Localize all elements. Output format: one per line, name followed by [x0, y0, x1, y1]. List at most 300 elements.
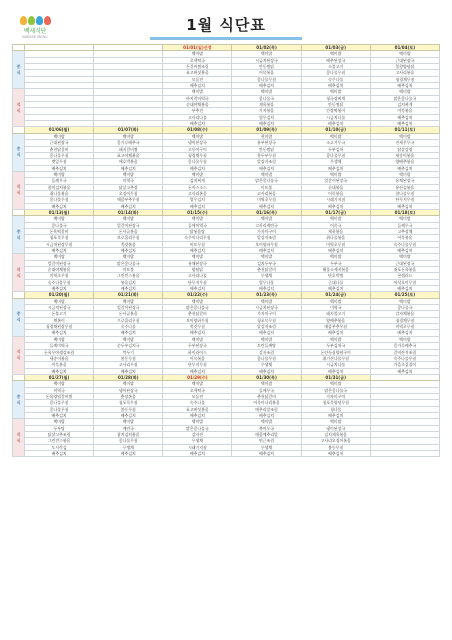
menu-item: 배추김치	[232, 248, 301, 254]
menu-item: 두부된장국	[163, 343, 232, 349]
menu-item: 배추김치	[232, 83, 301, 89]
menu-item: 배추김치	[301, 368, 370, 374]
dinner-label-char: 석	[16, 184, 21, 190]
dinner-label-char: 석	[16, 266, 21, 272]
menu-item: 배추김치	[370, 165, 439, 171]
menu-item	[370, 451, 439, 457]
menu-item: 오징어무침	[94, 190, 163, 196]
date-cell: 01/10(금)	[301, 127, 370, 133]
menu-item: 돈육떡갈비	[25, 228, 94, 234]
menu-item: 청나물	[301, 406, 370, 412]
menu-item: 백미밥	[163, 89, 232, 95]
menu-item: 안동찜닭	[301, 102, 370, 108]
menu-item: 근대된장국	[370, 57, 439, 63]
menu-item: 배추김치	[25, 165, 94, 171]
menu-item: 맑은콩나물국	[163, 305, 232, 311]
date-cell: 01/24(금)	[301, 292, 370, 298]
menu-item: 고사리나물	[163, 114, 232, 120]
lunch-label-char: 식	[16, 317, 21, 323]
menu-item: 갈비산적조림	[370, 349, 439, 355]
menu-item: 백미밥	[163, 216, 232, 222]
menu-item: 백미밥	[94, 298, 163, 304]
menu-item: 얼갈이된장국	[301, 178, 370, 184]
menu-item: 배추김치	[163, 121, 232, 127]
lunch-label-char: 식	[16, 399, 21, 405]
menu-item: 청포묵무침	[25, 235, 94, 241]
menu-item: 청포묵무침	[232, 317, 301, 323]
date-cell: 01/22(수)	[163, 292, 232, 298]
menu-item: 백미밥	[232, 216, 301, 222]
date-cell: 01/04(토)	[370, 45, 439, 51]
menu-item: 배추김치	[163, 165, 232, 171]
menu-item: 매콤부추무침	[301, 324, 370, 330]
menu-item: 콩가루배추국	[94, 140, 163, 146]
menu-item: 어묵볶음	[370, 235, 439, 241]
menu-item: 얼갈이된장국	[94, 305, 163, 311]
menu-item: 돈육양념갈비찜	[25, 393, 94, 399]
menu-item: 어묵볶음	[301, 190, 370, 196]
menu-item: 봄동무침	[94, 406, 163, 412]
menu-item: 숙주미나리무침	[163, 235, 232, 241]
date-cell: 01/03(금)	[301, 45, 370, 51]
menu-item: 소불고기	[301, 64, 370, 70]
menu-item: 가을초겉절이	[370, 362, 439, 368]
menu-item: 두부국	[301, 260, 370, 266]
menu-item: 춘천닭갈비	[232, 267, 301, 273]
menu-item: 백미밥	[370, 89, 439, 95]
date-cell: 01/02(목)	[232, 45, 301, 51]
dinner-label-char: 식	[16, 272, 21, 278]
menu-item: 돈사골볶음	[94, 228, 163, 234]
date-cell: 01/28(화)	[94, 374, 163, 380]
menu-item: 깻잎무침	[25, 159, 94, 165]
menu-item: 맑은콩나물국	[301, 387, 370, 393]
menu-item: 숙주나물무침	[370, 355, 439, 361]
menu-item: 배추김치	[370, 286, 439, 292]
page-title: 1월 식단표	[186, 16, 266, 34]
menu-item: 표고버섯볶음	[163, 406, 232, 412]
menu-item: 떡볶이	[25, 317, 94, 323]
menu-item: 배추김치	[301, 203, 370, 209]
menu-item: 맑은콩나물국	[163, 425, 232, 431]
menu-item: 얼갈이된장국	[94, 222, 163, 228]
menu-item: 돼지갈비찜	[94, 146, 163, 152]
menu-item: 콩나물무침	[163, 159, 232, 165]
menu-item: 배추김치	[25, 330, 94, 336]
menu-item: 매콤메추리알	[232, 431, 301, 437]
date-cell: 01/15(수)	[163, 209, 232, 215]
menu-item: 청경채무침	[370, 76, 439, 82]
menu-item: 백미밥	[301, 216, 370, 222]
menu-item: 백미밥	[163, 381, 232, 387]
menu-item: 백미밥	[301, 133, 370, 139]
dinner-label-char: 식	[16, 437, 21, 443]
menu-item: 배추김치	[94, 203, 163, 209]
menu-item: 콩나물무침	[232, 355, 301, 361]
menu-item: 돼지불고기	[301, 311, 370, 317]
date-cell: 01/31(금)	[301, 374, 370, 380]
menu-item: 백미밥	[163, 133, 232, 139]
menu-item: 김치제육볶음	[301, 431, 370, 437]
menu-item: 알감자조림	[232, 159, 301, 165]
date-cell: 01/30(목)	[232, 374, 301, 380]
menu-item: 시금치나물	[301, 114, 370, 120]
menu-item: 미트볼	[232, 184, 301, 190]
menu-item: 쥐포돈육볶음	[370, 267, 439, 273]
menu-item: 콘샐러드	[370, 273, 439, 279]
menu-item: 배추김치	[370, 121, 439, 127]
menu-item: 배추김치	[301, 451, 370, 457]
menu-item: 배추김치	[232, 368, 301, 374]
menu-item: 배추김치	[232, 203, 301, 209]
date-cell: 01/11(토)	[370, 127, 439, 133]
menu-table-container	[12, 44, 440, 457]
menu-item: 콩나물무침	[25, 197, 94, 203]
menu-item: 백미밥	[370, 298, 439, 304]
dinner-label	[13, 254, 25, 292]
menu-item: 콩나물국	[232, 95, 301, 101]
lunch-label-char: 중	[16, 146, 21, 152]
menu-item: 돈육무야생강조림	[25, 349, 94, 355]
menu-item: 배추김치	[370, 248, 439, 254]
menu-item: 배추김치	[163, 248, 232, 254]
menu-item: 맑은콩나물국	[370, 95, 439, 101]
menu-item: 브로콜리무침	[94, 235, 163, 241]
menu-item: 백미밥	[232, 298, 301, 304]
menu-item: 백미밥	[232, 254, 301, 260]
menu-item: 미역국	[94, 178, 163, 184]
menu-item: 백미밥	[301, 89, 370, 95]
menu-item: 고등어구이	[163, 146, 232, 152]
menu-item: 배추김치	[232, 165, 301, 171]
menu-item: 단무지무침	[370, 197, 439, 203]
dinner-label	[13, 89, 25, 127]
menu-item: 메추리알조림	[232, 406, 301, 412]
dinner-label-char: 석	[16, 349, 21, 355]
menu-item: 백미밥	[163, 254, 232, 260]
menu-item: 유채된장국	[370, 178, 439, 184]
menu-item: 참치김치볶음	[25, 184, 94, 190]
menu-item: 순대야채볶음	[163, 102, 232, 108]
menu-item: 미트볼	[94, 267, 163, 273]
menu-item: 유산슬볶음	[370, 184, 439, 190]
menu-item: 백미밥	[232, 89, 301, 95]
lunch-label-char: 중	[16, 63, 21, 69]
menu-item: 양념닭	[163, 267, 232, 273]
menu-item: 무생채	[232, 273, 301, 279]
menu-item: 열무김치	[163, 197, 232, 203]
menu-item: 콩나물국	[370, 305, 439, 311]
menu-item: 소고기무국	[301, 140, 370, 146]
menu-item: 순두부김치국	[94, 343, 163, 349]
menu-item: 춘천닭갈비	[232, 393, 301, 399]
menu-item: 백미밥	[301, 254, 370, 260]
menu-item: 두부탕	[25, 425, 94, 431]
menu-item: 가자미구이	[301, 393, 370, 399]
menu-item: 백미밥	[25, 336, 94, 342]
menu-item: 춘장볶음	[94, 393, 163, 399]
menu-item: 청국장찌개	[301, 95, 370, 101]
menu-item: 무생채	[301, 159, 370, 165]
menu-item: 봄동무침	[301, 444, 370, 450]
menu-item: 배추김치	[370, 114, 439, 120]
menu-item: 들깨무국	[25, 178, 94, 184]
date-cell: 01/01(일)신정	[163, 45, 232, 51]
menu-item: 고사리볶음	[232, 190, 301, 196]
menu-item: 백미밥	[94, 381, 163, 387]
menu-item: 냉이된장국	[94, 387, 163, 393]
menu-item: 배추김치	[370, 368, 439, 374]
date-cell: 01/08(수)	[163, 127, 232, 133]
menu-item: 들깨무국	[370, 222, 439, 228]
menu-item: 부추전	[163, 108, 232, 114]
logo-brand: 백세식단	[23, 28, 47, 35]
menu-item: 연근조림	[232, 438, 301, 444]
menu-item: 유부된장국	[232, 140, 301, 146]
dinner-label-char: 식	[16, 190, 21, 196]
menu-item: 배추김치	[94, 330, 163, 336]
menu-item: 백미밥	[25, 381, 94, 387]
menu-item: 어묵국	[301, 222, 370, 228]
menu-item: 새송이볶음	[370, 152, 439, 158]
menu-item: 안동찜닭	[232, 146, 301, 152]
menu-item: 배추된장국	[301, 57, 370, 63]
menu-item: 유채된장국	[163, 260, 232, 266]
lunch-label-char: 식	[16, 152, 21, 158]
menu-item: 배추김치	[370, 330, 439, 336]
menu-item: 백미밥	[94, 171, 163, 177]
menu-item: 계란국	[94, 425, 163, 431]
menu-item: 취나물볶음	[301, 235, 370, 241]
menu-item: 배추김치	[94, 412, 163, 418]
menu-item: 백미밥	[94, 216, 163, 222]
logo-sub: BAEKSE MENU	[22, 35, 48, 39]
menu-item: 백미밥	[232, 419, 301, 425]
menu-item: 배추김치	[232, 330, 301, 336]
menu-item: 고추장채	[370, 228, 439, 234]
menu-item: 해물소세지볶음	[301, 267, 370, 273]
menu-item: 백미밥	[370, 133, 439, 139]
lunch-label-char: 식	[16, 69, 21, 75]
menu-item: 들깨무국	[232, 387, 301, 393]
lunch-label	[13, 51, 25, 89]
menu-item: 백미밥	[94, 254, 163, 260]
menu-item: 가자미구이	[232, 311, 301, 317]
menu-item: 참나물무침	[370, 190, 439, 196]
lunch-label	[13, 133, 25, 171]
menu-item: 콩가루배추국	[370, 343, 439, 349]
menu-item: 단무지무침	[163, 362, 232, 368]
menu-item: 배추김치	[94, 451, 163, 457]
menu-item: 냉이된장국	[163, 140, 232, 146]
menu-item: 들깨미역국	[25, 343, 94, 349]
menu-item: 쑥갓볶음	[94, 241, 163, 247]
date-cell: 01/06(월)	[25, 127, 94, 133]
menu-item: 닭살고추조림	[25, 431, 94, 437]
menu-item: 콩나물무침	[301, 70, 370, 76]
menu-item: 청경채무침	[163, 152, 232, 158]
dinner-row	[13, 451, 440, 457]
dinner-label	[13, 419, 25, 457]
menu-item: 백미밥	[232, 381, 301, 387]
menu-item: 그린빈스볶음	[94, 273, 163, 279]
menu-item: 배추김치	[163, 203, 232, 209]
menu-item: 배추김치	[301, 165, 370, 171]
lunch-label-char: 중	[16, 393, 21, 399]
menu-item: 근대된장국	[25, 140, 94, 146]
menu-item: 양배추볶음	[301, 317, 370, 323]
menu-item: 어묵볶음	[25, 362, 94, 368]
menu-item: 백미밥	[25, 133, 94, 139]
date-cell: 01/17(금)	[301, 209, 370, 215]
menu-item: 백미밥	[370, 254, 439, 260]
menu-item: 백미밥	[163, 298, 232, 304]
menu-item: 김치찌개	[370, 102, 439, 108]
menu-item: 배추김치	[301, 286, 370, 292]
menu-item: 가지볶음	[232, 108, 301, 114]
menu-item: 미역초무침	[25, 273, 94, 279]
lunch-label	[13, 216, 25, 254]
menu-item: 무생채	[232, 362, 301, 368]
menu-item: 봄동무침	[94, 355, 163, 361]
menu-item: 콩나물무침	[25, 152, 94, 158]
menu-item: 양배추볶음	[370, 159, 439, 165]
menu-item: 백미밥	[163, 51, 232, 57]
menu-item: 건새우무국	[370, 140, 439, 146]
menu-item: 무생채	[94, 444, 163, 450]
menu-item: 백미밥	[232, 336, 301, 342]
menu-item: 순대야채볶음	[25, 267, 94, 273]
menu-item: 모둠전	[163, 76, 232, 82]
menu-item: 춘천닭갈비	[163, 311, 232, 317]
menu-item: 돈사골볶음	[94, 311, 163, 317]
menu-item: 프로콜리무침	[94, 317, 163, 323]
menu-item: 볶음김치	[94, 279, 163, 285]
menu-item: 오색떡국	[163, 387, 232, 393]
menu-item: 근대나물	[301, 279, 370, 285]
menu-item: 백미밥	[301, 298, 370, 304]
menu-item: 배추김치	[163, 368, 232, 374]
menu-item: 돈까스소스	[163, 184, 232, 190]
menu-item: 콩나물무침	[94, 438, 163, 444]
title-underline	[150, 37, 302, 40]
menu-item: 열무김치	[232, 114, 301, 120]
menu-item: 숙주나물	[94, 324, 163, 330]
menu-item: 얼갈이된장국	[25, 260, 94, 266]
dinner-label	[13, 171, 25, 209]
menu-item: 백미밥	[301, 381, 370, 387]
menu-item: 백미밥	[301, 51, 370, 57]
menu-item: 깍두기	[94, 349, 163, 355]
dinner-label-char: 석	[16, 431, 21, 437]
menu-item: 배추김치	[232, 121, 301, 127]
menu-item: 배추김치	[232, 286, 301, 292]
menu-item: 청경채무침	[370, 317, 439, 323]
menu-item: 백미밥	[370, 216, 439, 222]
menu-item: 시금치나물	[301, 362, 370, 368]
menu-item: 애호박볶음	[94, 159, 163, 165]
date-cell: 01/09(목)	[232, 127, 301, 133]
menu-item: 바지락미역국	[163, 95, 232, 101]
menu-item: 백미밥	[370, 336, 439, 342]
menu-item: 어묵미나리볶음	[232, 400, 301, 406]
lunch-label-char: 중	[16, 311, 21, 317]
menu-item: 두부김치	[301, 146, 370, 152]
lunch-label-char: 중	[16, 228, 21, 234]
menu-item: 백미밥	[301, 336, 370, 342]
menu-item: 숙주나물	[301, 76, 370, 82]
menu-item: 북어무국	[232, 425, 301, 431]
menu-item: 토란들깨탕	[232, 343, 301, 349]
menu-item: 배추김치	[25, 451, 94, 457]
menu-item: 무생채	[163, 438, 232, 444]
date-cell: 01/23(목)	[232, 292, 301, 298]
menu-item: 시금치된장국	[232, 305, 301, 311]
menu-item: 배추김치	[94, 165, 163, 171]
menu-item: 배추김치	[301, 121, 370, 127]
menu-item: 백미밥	[301, 171, 370, 177]
menu-item: 시금치된장국	[25, 305, 94, 311]
menu-item: 단호박찜	[301, 273, 370, 279]
menu-item: 백미밥	[163, 171, 232, 177]
menu-item: 비트무침	[163, 241, 232, 247]
menu-item: 취나물볶음	[25, 190, 94, 196]
menu-item: 시금치된장무침	[25, 241, 94, 247]
menu-item: 들깨미역국	[163, 222, 232, 228]
menu-item: 백미밥	[25, 419, 94, 425]
menu-item: 청경채된장무침	[25, 324, 94, 330]
date-cell: 01/18(토)	[370, 209, 439, 215]
menu-item: 콩나물무침	[25, 406, 94, 412]
menu-item: 계육볶음	[232, 102, 301, 108]
menu-item: 청포묵무침	[94, 400, 163, 406]
menu-item: 취기산나물무침	[301, 355, 370, 361]
menu-item: 미역국	[301, 305, 370, 311]
menu-item: 오이양파무침	[163, 317, 232, 323]
menu-item: 하이라이스	[163, 349, 232, 355]
menu-item: 콩나물국	[25, 222, 94, 228]
menu-item: 콩나물무침	[25, 400, 94, 406]
menu-item: 근대된장국	[370, 260, 439, 266]
menu-item: 배추김치	[163, 83, 232, 89]
menu-item: 감자조림	[232, 349, 301, 355]
menu-item: 백미밥	[163, 419, 232, 425]
menu-item: 맑은콩나물국	[94, 260, 163, 266]
menu-item: 배추김치	[232, 412, 301, 418]
menu-item: 백미밥	[94, 133, 163, 139]
menu-item: 냉이된장국	[301, 425, 370, 431]
dinner-label-char: 식	[16, 355, 21, 361]
menu-item: 가자미구이	[232, 228, 301, 234]
menu-item: 김치찌개	[163, 178, 232, 184]
dinner-label-char: 식	[16, 107, 21, 113]
menu-item: 단무지무침	[163, 279, 232, 285]
menu-item: 춘천닭갈비	[25, 146, 94, 152]
lunch-label	[13, 298, 25, 336]
menu-item: 배추김치	[163, 286, 232, 292]
date-cell: 01/29(수)	[163, 374, 232, 380]
date-cell: 01/13(월)	[25, 209, 94, 215]
dinner-label-char: 석	[16, 101, 21, 107]
menu-item: 안동찜닭	[232, 64, 301, 70]
menu-item: 맑은콩나물국	[232, 178, 301, 184]
menu-item: 백미밥	[94, 419, 163, 425]
menu-item: 콩나물무침	[301, 152, 370, 158]
menu-item: 백미밥	[232, 171, 301, 177]
menu-item: 배추김치	[94, 286, 163, 292]
lunch-label	[13, 381, 25, 419]
menu-item: 그린빈스볶음	[25, 438, 94, 444]
